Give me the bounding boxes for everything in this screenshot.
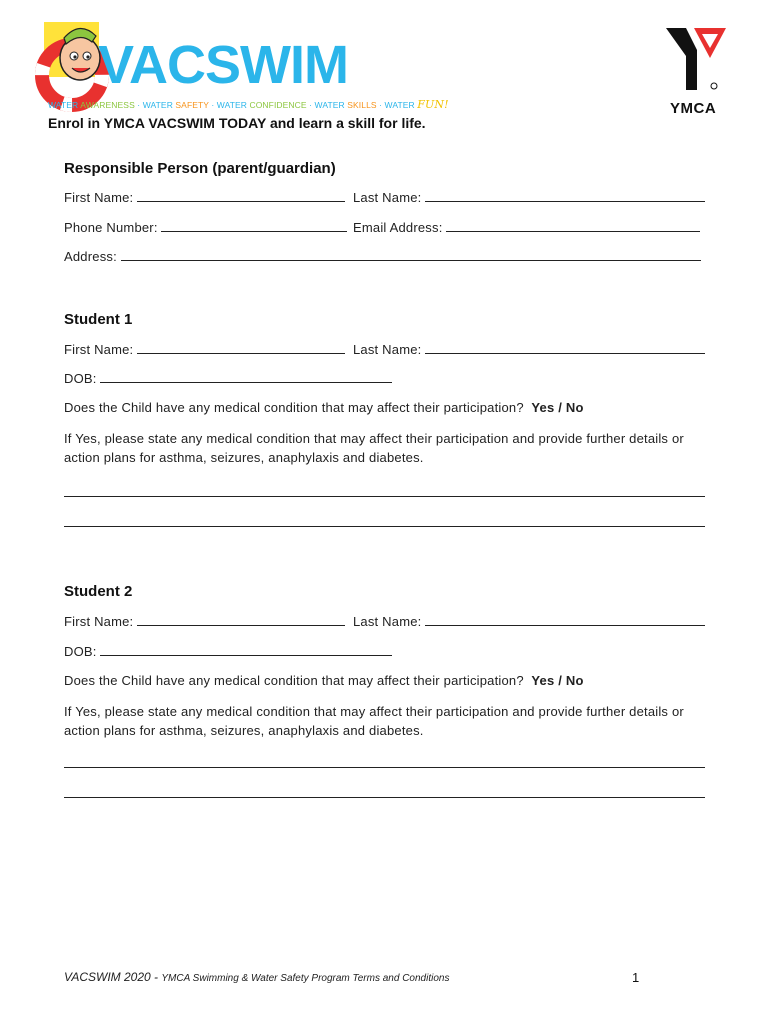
address-label: Address: <box>64 249 117 264</box>
tagline: WATER AWARENESS · WATER SAFETY · WATER CONFIDENCE · WATER SKILLS · WATER FUN! <box>48 98 449 111</box>
enrol-heading: Enrol in YMCA VACSWIM TODAY and learn a skill for life. <box>48 115 426 131</box>
student2-answer-line[interactable] <box>64 767 705 768</box>
ymca-logo-icon <box>664 26 730 92</box>
responsible-address-field[interactable] <box>64 249 701 264</box>
responsible-first-name-field[interactable] <box>64 190 345 205</box>
first-name-label: First Name: <box>64 614 134 629</box>
student2-dob-field[interactable] <box>64 644 392 659</box>
responsible-email-field[interactable] <box>353 220 700 235</box>
first-name-label: First Name: <box>64 342 134 357</box>
footer-doc-title: VACSWIM 2020 - YMCA Swimming & Water Safety Program Terms and Conditions <box>64 970 450 984</box>
first-name-label: First Name: <box>64 190 134 205</box>
student1-title: Student 1 <box>64 311 133 328</box>
page-number: 1 <box>632 970 640 985</box>
student1-medical-question: Does the Child have any medical condition that may affect their participation? Yes / No <box>64 400 584 415</box>
student1-medical-details: If Yes, please state any medical condition that may affect their participation and provide further details or action plans for asthma, seizures, anaphylaxis and diabetes. <box>64 431 684 465</box>
student2-title: Student 2 <box>64 583 133 600</box>
responsible-title: Responsible Person (parent/guardian) <box>64 160 336 177</box>
student2-first-name-field[interactable] <box>64 614 345 629</box>
last-name-label: Last Name: <box>353 342 422 357</box>
last-name-label: Last Name: <box>353 190 422 205</box>
yes-no-option[interactable]: Yes / No <box>531 400 584 415</box>
student2-last-name-field[interactable] <box>353 614 705 629</box>
responsible-last-name-field[interactable] <box>353 190 705 205</box>
yes-no-option[interactable]: Yes / No <box>531 673 584 688</box>
student2-answer-line[interactable] <box>64 797 705 798</box>
email-label: Email Address: <box>353 220 443 235</box>
phone-label: Phone Number: <box>64 220 158 235</box>
student2-medical-question: Does the Child have any medical condition that may affect their participation? Yes / No <box>64 673 584 688</box>
fun-text: FUN! <box>417 98 449 111</box>
dob-label: DOB: <box>64 644 97 659</box>
student1-answer-line[interactable] <box>64 496 705 497</box>
brand-title: VACSWIM <box>98 35 348 95</box>
ymca-wordmark: YMCA <box>670 100 717 117</box>
student1-answer-line[interactable] <box>64 526 705 527</box>
student1-first-name-field[interactable] <box>64 342 345 357</box>
last-name-label: Last Name: <box>353 614 422 629</box>
student2-medical-details: If Yes, please state any medical condition that may affect their participation and provide further details or action plans for asthma, seizures, anaphylaxis and diabetes. <box>64 704 684 738</box>
responsible-phone-field[interactable] <box>64 220 347 235</box>
student1-dob-field[interactable] <box>64 371 392 386</box>
student1-last-name-field[interactable] <box>353 342 705 357</box>
dob-label: DOB: <box>64 371 97 386</box>
